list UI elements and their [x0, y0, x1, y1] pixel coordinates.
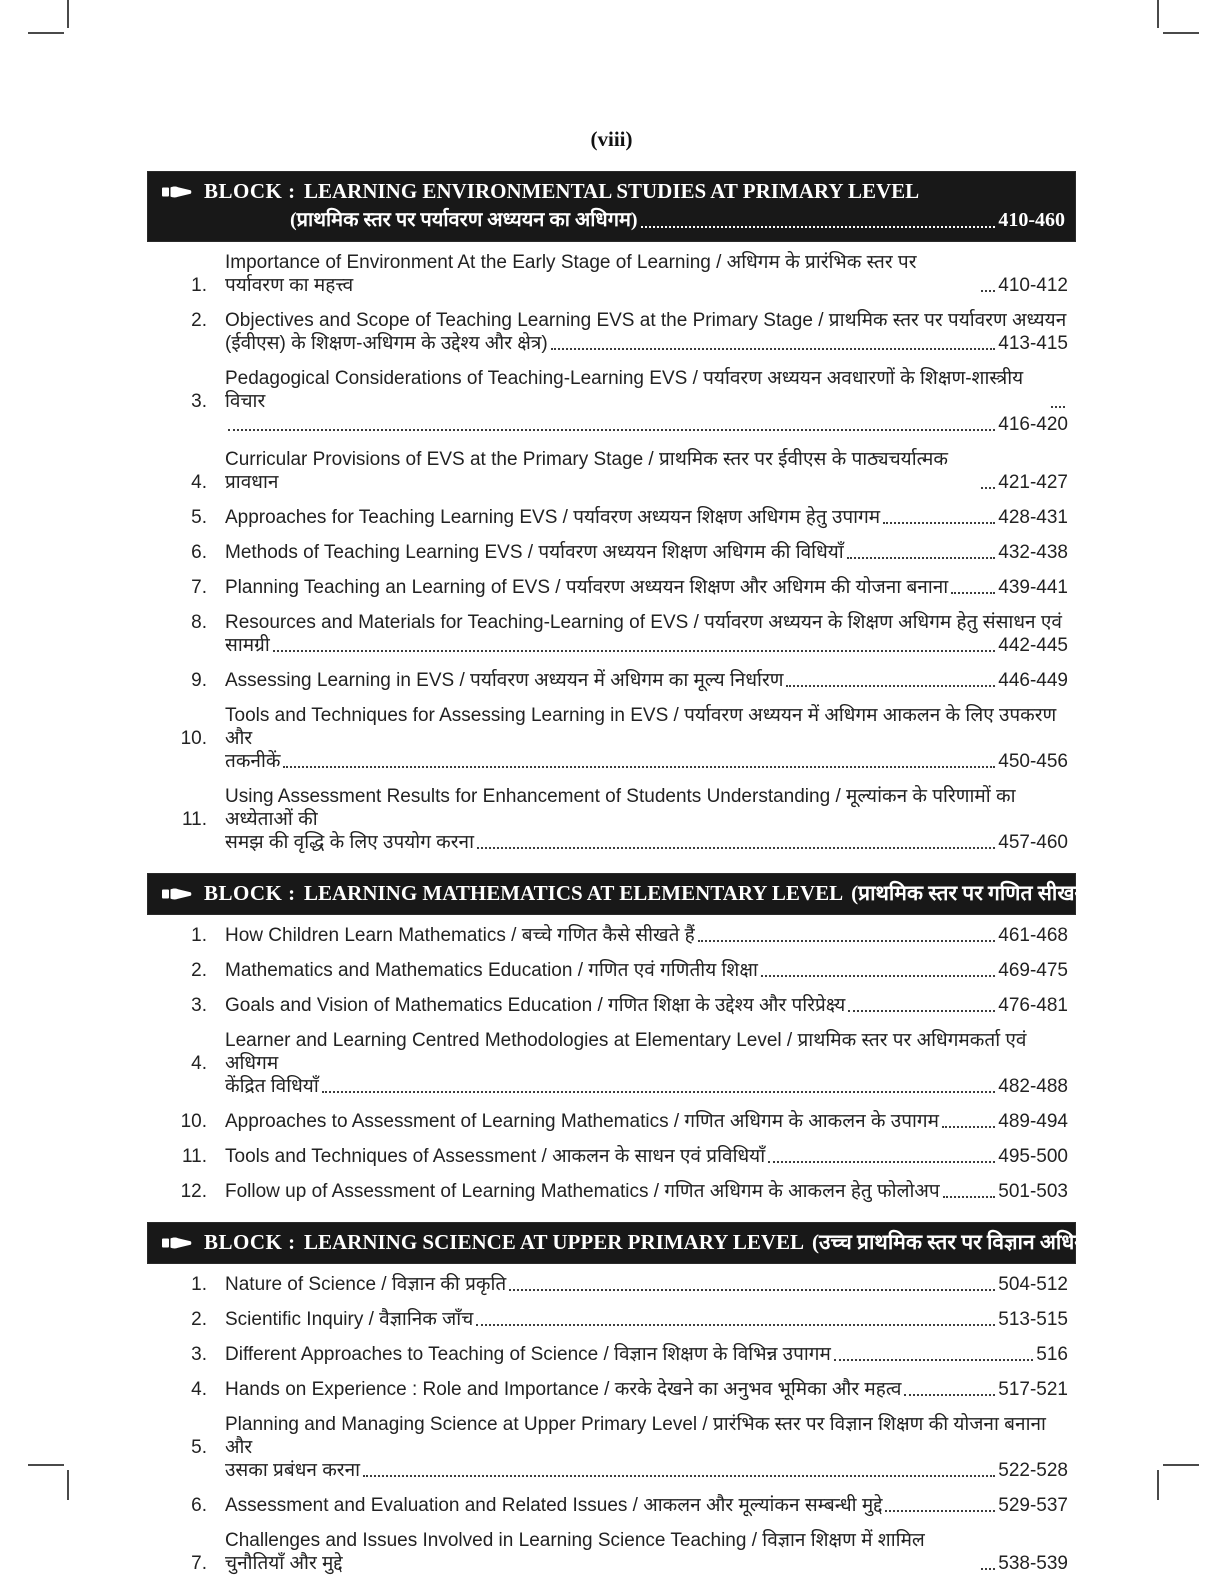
entry-page-range: 476-481 [998, 995, 1068, 1016]
entry-line1 [148, 1413, 1075, 1459]
entry-page-range: 482-488 [998, 1076, 1068, 1097]
entry-line1 [148, 448, 1075, 494]
crop-mark-bottom-left-h [28, 1464, 64, 1466]
dotted-leader [1102, 899, 1116, 901]
entry-continuation-text: (ईवीएस) के शिक्षण-अधिगम के उद्देश्य और क्षेत्र) [225, 333, 548, 354]
entry-page-range: 450-456 [998, 751, 1068, 772]
toc-entry [148, 1110, 1075, 1133]
entry-number: 4. [191, 1053, 207, 1074]
entry-line1 [148, 506, 1075, 529]
entry-line1 [148, 576, 1075, 599]
entry-text: Tools and Techniques of Assessment / आकलन के साधन एवं प्रविधियाँ [225, 1146, 766, 1167]
entry-page-range: 461-468 [998, 925, 1068, 946]
entry-text: Hands on Experience : Role and Importance / करके देखने का अनुभव भूमिका और महत्व [225, 1379, 902, 1400]
toc-entry [148, 1180, 1075, 1203]
dotted-leader [322, 1091, 996, 1093]
entry-number: 6. [191, 1495, 207, 1516]
dotted-leader [761, 975, 995, 977]
entry-line1 [148, 1343, 1075, 1366]
dotted-leader [768, 1161, 995, 1163]
entry-line1 [148, 541, 1075, 564]
block-prefix-label: BLOCK : [204, 1230, 296, 1254]
entry-page-range: 517-521 [998, 1379, 1068, 1400]
block-subtitle: (उच्च प्राथमिक स्तर पर विज्ञान अधिगम) [812, 1230, 1106, 1254]
entry-text: Objectives and Scope of Teaching Learning EVS at the Primary Stage / प्राथमिक स्तर पर पर्यावरण अध्ययन [225, 310, 1067, 331]
toc-entry [148, 785, 1075, 854]
entry-text: Scientific Inquiry / वैज्ञानिक जाँच [225, 1309, 474, 1330]
entry-line1 [148, 611, 1075, 634]
entry-number: 2. [191, 310, 207, 331]
dotted-leader [981, 487, 995, 489]
entry-page-range: 432-438 [998, 542, 1068, 563]
pointing-hand-icon [162, 184, 192, 200]
entry-number: 4. [191, 1379, 207, 1400]
crop-mark-top-right-h [1163, 32, 1199, 34]
entry-line1 [148, 785, 1075, 831]
entry-text: Different Approaches to Teaching of Science / विज्ञान शिक्षण के विभिन्न उपागम [225, 1344, 831, 1365]
entry-page-range: 538-539 [998, 1553, 1068, 1574]
block-title: LEARNING ENVIRONMENTAL STUDIES AT PRIMARY LEVEL [304, 179, 920, 203]
toc-block [148, 1223, 1196, 1575]
entry-line2 [148, 332, 1075, 355]
entry-number: 3. [191, 995, 207, 1016]
entry-page-range: 410-412 [998, 275, 1068, 296]
entry-line1 [148, 1308, 1075, 1331]
dotted-leader [228, 429, 995, 431]
entry-page-range: 495-500 [998, 1146, 1068, 1167]
toc-content [148, 0, 1196, 1587]
dotted-leader [981, 290, 995, 292]
dotted-leader [698, 940, 995, 942]
crop-mark-top-left-h [28, 32, 64, 34]
toc-entry [148, 994, 1075, 1017]
toc-block [148, 172, 1075, 854]
entry-number: 8. [191, 612, 207, 633]
toc-entry [148, 611, 1075, 657]
dotted-leader [885, 1510, 995, 1512]
entry-line1 [148, 1378, 1075, 1401]
entry-text: Pedagogical Considerations of Teaching-Learning EVS / पर्यावरण अध्ययन अवधारणों के शिक्षण-शास्त्रीय विचार [225, 368, 1024, 412]
entry-number: 7. [191, 1553, 207, 1574]
entry-line1 [148, 924, 1075, 947]
toc-entry [148, 541, 1075, 564]
dotted-leader [786, 685, 995, 687]
page-number-label: (viii) [590, 127, 633, 151]
dotted-leader [904, 1394, 995, 1396]
entry-text: Planning and Managing Science at Upper Primary Level / प्रारंभिक स्तर पर विज्ञान शिक्षण की योजना बनाना और [225, 1414, 1046, 1458]
dotted-leader [273, 650, 996, 652]
entry-number: 2. [191, 1309, 207, 1330]
dotted-leader [1109, 1248, 1123, 1250]
entry-continuation-text: समझ की वृद्धि के लिए उपयोग करना [225, 832, 474, 853]
entry-page-range: 513-515 [998, 1309, 1068, 1330]
entry-continuation-text: केंद्रित विधियाँ [225, 1076, 319, 1097]
block-page-range: 410-460 [998, 209, 1065, 231]
entry-page-range: 516 [1036, 1344, 1068, 1365]
crop-mark-bottom-left-v [67, 1470, 69, 1500]
table-of-contents [148, 172, 1196, 1575]
block-header-line1 [160, 879, 1189, 908]
entry-line1 [148, 1273, 1075, 1296]
entry-line2 [148, 1459, 1075, 1482]
entry-line1 [148, 1145, 1075, 1168]
pointing-hand-icon [162, 1235, 192, 1251]
toc-entry [148, 1494, 1075, 1517]
entry-line2 [148, 634, 1075, 657]
entry-text: Resources and Materials for Teaching-Learning of EVS / पर्यावरण अध्ययन के शिक्षण अधिगम हेतु संसाधन एवं [225, 612, 1062, 633]
entry-number: 1. [191, 1274, 207, 1295]
entry-text: Curricular Provisions of EVS at the Primary Stage / प्राथमिक स्तर पर ईवीएस के पाठ्यचर्यात्मक प्रावधान [225, 449, 948, 493]
entry-page-range: 446-449 [998, 670, 1068, 691]
entry-text: Methods of Teaching Learning EVS / पर्यावरण अध्ययन शिक्षण अधिगम की विधियाँ [225, 542, 844, 563]
block-header-line2 [160, 206, 1065, 235]
dotted-leader [943, 1196, 996, 1198]
toc-entry [148, 1378, 1075, 1401]
toc-entry [148, 1273, 1075, 1296]
toc-entry [148, 576, 1075, 599]
entry-text: Importance of Environment At the Early Stage of Learning / अधिगम के प्रारंभिक स्तर पर पर्यावरण का महत्त्व [225, 252, 917, 296]
entry-number: 1. [191, 275, 207, 296]
toc-entry [148, 1343, 1075, 1366]
entry-line2 [148, 750, 1075, 773]
entry-number: 9. [191, 670, 207, 691]
dotted-leader [551, 348, 996, 350]
toc-entry [148, 367, 1075, 436]
block-entries [148, 1273, 1075, 1575]
crop-mark-top-right-v [1157, 0, 1159, 28]
entry-line1 [148, 1029, 1075, 1075]
entry-text: Planning Teaching an Learning of EVS / पर्यावरण अध्ययन शिक्षण और अधिगम की योजना बनाना [225, 577, 949, 598]
dotted-leader [283, 766, 995, 768]
entry-text: Assessment and Evaluation and Related Issues / आकलन और मूल्यांकन सम्बन्धी मुद्दे [225, 1495, 883, 1516]
entry-page-range: 416-420 [998, 414, 1068, 435]
dotted-leader [509, 1289, 995, 1291]
toc-entry [148, 448, 1075, 494]
entry-number: 3. [191, 1344, 207, 1365]
block-entries [148, 251, 1075, 854]
entry-page-range: 421-427 [998, 472, 1068, 493]
toc-entry [148, 1413, 1075, 1482]
entry-line1 [148, 1529, 1075, 1575]
entry-line1 [148, 1494, 1075, 1517]
entry-page-range: 469-475 [998, 960, 1068, 981]
entry-line1 [148, 251, 1075, 297]
entry-text: Mathematics and Mathematics Education / गणित एवं गणितीय शिक्षा [225, 960, 758, 981]
dotted-leader [981, 1568, 995, 1570]
dotted-leader [951, 592, 995, 594]
dotted-leader [477, 847, 995, 849]
entry-number: 10. [180, 728, 207, 749]
entry-line1 [148, 669, 1075, 692]
dotted-leader [641, 226, 996, 228]
block-header-line1 [160, 1228, 1196, 1257]
entry-text: Learner and Learning Centred Methodologies at Elementary Level / प्राथमिक स्तर पर अधिगमकर्ता एवं अधिगम [225, 1030, 1027, 1074]
block-page-range: 461-503 [1118, 881, 1189, 905]
entry-number: 12. [180, 1181, 207, 1202]
block-prefix-label: BLOCK : [204, 881, 296, 905]
entry-line1 [148, 1110, 1075, 1133]
entry-page-range: 522-528 [998, 1460, 1068, 1481]
toc-entry [148, 959, 1075, 982]
entry-line2 [148, 413, 1075, 436]
dotted-leader [363, 1475, 995, 1477]
block-entries [148, 924, 1075, 1203]
entry-line1 [148, 1180, 1075, 1203]
entry-page-range: 428-431 [998, 507, 1068, 528]
block-subtitle: (प्राथमिक स्तर पर पर्यावरण अध्ययन का अधिगम) [290, 209, 638, 231]
block-header [148, 874, 1189, 914]
entry-text: Challenges and Issues Involved in Learning Science Teaching / विज्ञान शिक्षण में शामिल चुनौतियाँ और मुद्दे [225, 1530, 925, 1574]
entry-number: 4. [191, 472, 207, 493]
block-subtitle: (प्राथमिक स्तर पर गणित सीखना) [851, 881, 1099, 905]
dotted-leader [848, 1010, 995, 1012]
toc-entry [148, 251, 1075, 297]
block-page-range: 504-539 [1125, 1230, 1196, 1254]
dotted-leader [847, 557, 996, 559]
entry-text: Follow up of Assessment of Learning Mathematics / गणित अधिगम के आकलन हेतु फोलोअप [225, 1181, 940, 1202]
entry-number: 7. [191, 577, 207, 598]
entry-text: Nature of Science / विज्ञान की प्रकृति [225, 1274, 507, 1295]
toc-entry [148, 669, 1075, 692]
entry-page-range: 439-441 [998, 577, 1068, 598]
dotted-leader [476, 1324, 995, 1326]
entry-page-range: 501-503 [998, 1181, 1068, 1202]
toc-entry [148, 704, 1075, 773]
entry-page-range: 413-415 [998, 333, 1068, 354]
dotted-leader [883, 522, 995, 524]
toc-entry [148, 1145, 1075, 1168]
entry-page-range: 489-494 [998, 1111, 1068, 1132]
entry-text: Assessing Learning in EVS / पर्यावरण अध्ययन में अधिगम का मूल्य निर्धारण [225, 670, 784, 691]
block-title: LEARNING MATHEMATICS AT ELEMENTARY LEVEL [304, 881, 844, 905]
entry-number: 10. [180, 1111, 207, 1132]
entry-number: 3. [191, 391, 207, 412]
entry-text: Tools and Techniques for Assessing Learning in EVS / पर्यावरण अध्ययन में अधिगम आकलन के लिए उपकरण और [225, 705, 1057, 749]
entry-text: Goals and Vision of Mathematics Education / गणित शिक्षा के उद्देश्य और परिप्रेक्ष्य [225, 995, 846, 1016]
entry-continuation-text: सामग्री [225, 635, 270, 656]
block-title: LEARNING SCIENCE AT UPPER PRIMARY LEVEL [304, 1230, 805, 1254]
entry-line2 [148, 1075, 1075, 1098]
entry-text: Using Assessment Results for Enhancement of Students Understanding / मूल्यांकन के परिणामों का अध्येताओं की [225, 786, 1016, 830]
toc-entry [148, 506, 1075, 529]
toc-entry [148, 309, 1075, 355]
entry-text: Approaches for Teaching Learning EVS / पर्यावरण अध्ययन शिक्षण अधिगम हेतु उपागम [225, 507, 881, 528]
toc-block [148, 874, 1189, 1203]
toc-entry [148, 924, 1075, 947]
pointing-hand-icon [162, 886, 192, 902]
entry-continuation-text: उसका प्रबंधन करना [225, 1460, 361, 1481]
entry-page-range: 457-460 [998, 832, 1068, 853]
toc-entry [148, 1529, 1075, 1575]
dotted-leader [1051, 406, 1065, 408]
dotted-leader [834, 1359, 1033, 1361]
crop-mark-bottom-right-h [1163, 1464, 1199, 1466]
entry-number: 5. [191, 1437, 207, 1458]
entry-line1 [148, 704, 1075, 750]
toc-entry [148, 1308, 1075, 1331]
entry-line1 [148, 994, 1075, 1017]
entry-line1 [148, 309, 1075, 332]
entry-number: 2. [191, 960, 207, 981]
entry-number: 5. [191, 507, 207, 528]
block-header [148, 172, 1075, 241]
entry-text: Approaches to Assessment of Learning Mathematics / गणित अधिगम के आकलन के उपागम [225, 1111, 939, 1132]
entry-number: 11. [181, 1146, 207, 1167]
entry-continuation-text: तकनीकें [225, 751, 281, 772]
toc-entry [148, 1029, 1075, 1098]
dotted-leader [942, 1126, 995, 1128]
entry-number: 1. [191, 925, 207, 946]
crop-mark-top-left-v [67, 0, 69, 28]
entry-line2 [148, 831, 1075, 854]
block-prefix-label: BLOCK : [204, 179, 296, 203]
entry-page-range: 529-537 [998, 1495, 1068, 1516]
entry-text: How Children Learn Mathematics / बच्चे गणित कैसे सीखते हैं [225, 925, 695, 946]
entry-number: 6. [191, 542, 207, 563]
entry-page-range: 442-445 [998, 635, 1068, 656]
block-header [148, 1223, 1196, 1263]
entry-line1 [148, 959, 1075, 982]
entry-line1 [148, 367, 1075, 413]
entry-page-range: 504-512 [998, 1274, 1068, 1295]
crop-mark-bottom-right-v [1157, 1470, 1159, 1500]
block-header-line1 [160, 177, 1065, 206]
entry-number: 11. [181, 809, 207, 830]
